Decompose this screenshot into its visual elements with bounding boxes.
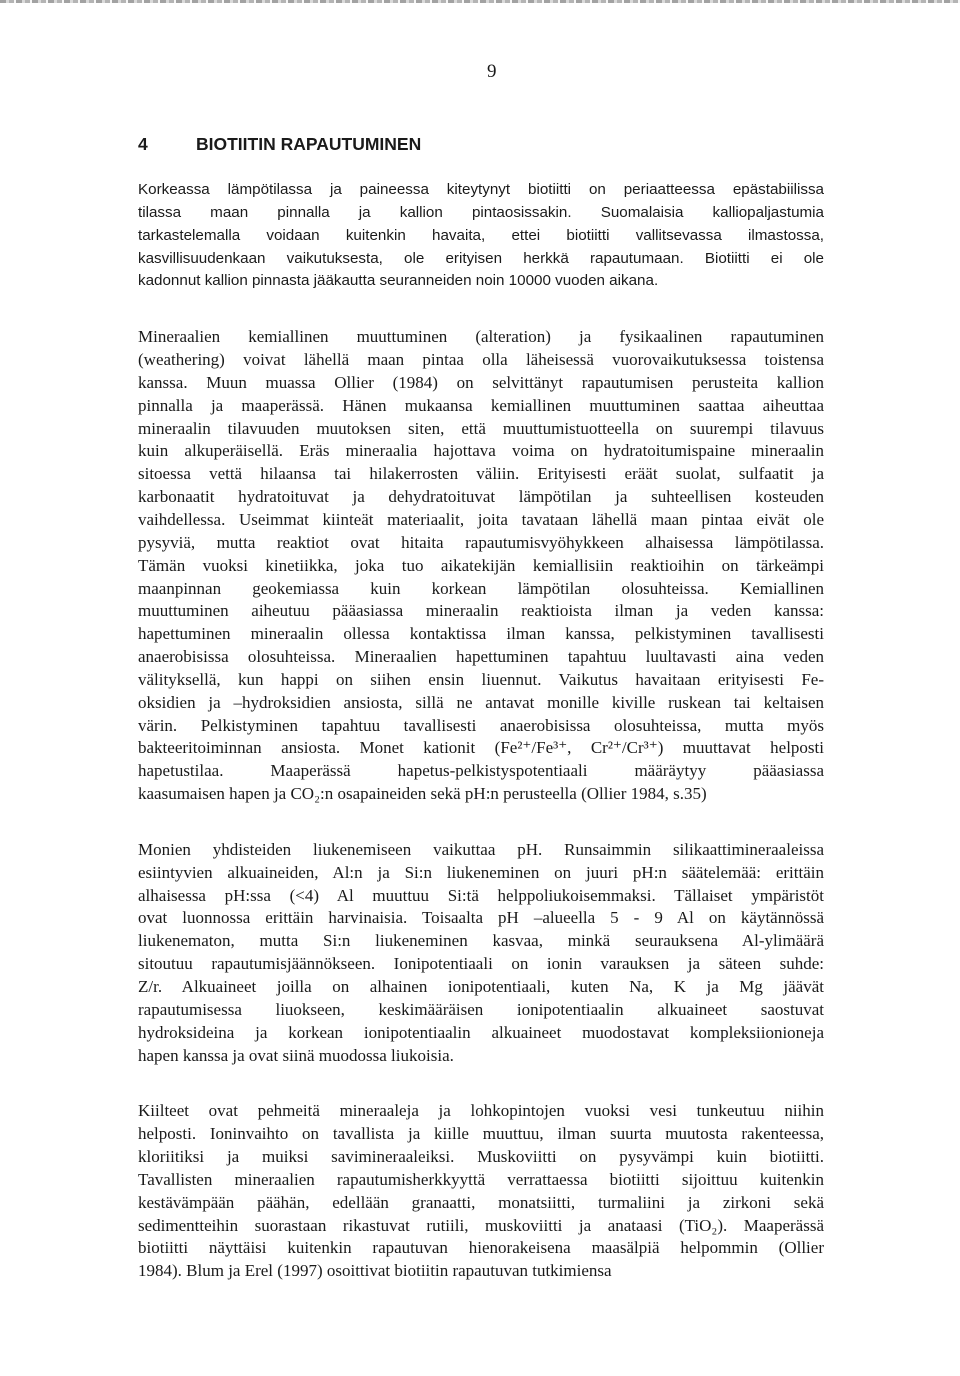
text-line: Z/r. Alkuaineet joilla on alhainen ionipotentiaali, kuten Na, K ja Mg jäävät [138, 977, 824, 996]
text-line: 1984). Blum ja Erel (1997) osoittivat biotiitin rapautuvan tutkimiensa [138, 1261, 612, 1281]
text-line: oksidien ja –hydroksidien ansiosta, sillä ne antavat monille kiville ruskean tai keltaisen [138, 692, 824, 712]
text-line: tarkastelemalla voidaan kuitenkin havaita, ettei biotiitti vallitsevassa ilmastossa, [138, 226, 824, 244]
section-heading [138, 132, 838, 156]
text-line: Tavallisten mineraalien rapautumisherkkyyttä verrattaessa biotiitti sijoittuu kuitenkin [138, 1169, 824, 1189]
text-line: biotiitti näyttäisi kuitenkin rapautuvan hienorakeisena maasälpiä helpommin (Ollier [138, 1238, 824, 1258]
text-line: hydroksideina ja korkean ionipotentiaalin alkuaineet muodostavat kompleksiionioneja [138, 1022, 824, 1042]
text-line: mineraalin tilavuuden muutoksen siten, että muuttumistuotteella on suurempi tilavuus [138, 418, 824, 438]
text-line: karbonaatit hydratoituvat ja dehydratoituvat lämpötilan ja suhteellisen kosteuden [138, 487, 824, 507]
text-line: välityksellä, kun happi on siihen ensin liuennut. Vaikutus havaitaan erityisesti Fe- [138, 669, 824, 689]
text-line: kestävämpään päähän, edellään granaatti, monatsiitti, turmaliini ja zirkoni sekä [138, 1192, 824, 1212]
text-line: Tämän vuoksi kinetiikka, joka tuo aikatekijän kemiallisiin reaktioihin on tärkeämpi [138, 555, 824, 575]
text-line: liukenematon, mutta Si:n liukeneminen kasvaa, minkä seurauksena Al-ylimäärä [138, 931, 824, 951]
body-text [138, 179, 824, 1316]
text-line: pinnalla ja maaperässä. Hänen mukaansa kemiallinen muuttuminen saattaa aiheuttaa [138, 395, 824, 415]
text-line: värin. Pelkistyminen tapahtuu tavallisesti anaerobisissa olosuhteissa, mutta myös [138, 715, 824, 735]
text-line: (weathering) voivat lähellä maan pintaa olla läheisessä vuorovaikutuksessa toistensa [138, 350, 824, 370]
text-line: rapautumisessa liuokseen, keskimääräisen ionipotentiaalin alkuaineet saostuvat [138, 999, 824, 1019]
text-line: muuttuminen aiheutuu pääasiassa mineraalin reaktioista ilman ja veden kanssa: [138, 601, 824, 621]
text-line: kasvillisuudenkaan vaikutuksesta, ole erityisen herkkä rapautumaan. Biotiitti ei ole [138, 249, 824, 267]
text-line: kuin alkuperäisellä. Eräs mineraalia hajottava voima on hydratoitumispaine mineraalin [138, 441, 824, 461]
text-line: helposti. Ioninvaihto on tavallista ja kiille muuttuu, ilman suurta muutosta rakenteessa, [138, 1124, 824, 1144]
text-line: sitoessa vettä hilaansa tai hilakerrosten väliin. Erityisesti eräät suolat, sulfaatit ja [138, 464, 824, 484]
text-line: hapettuminen mineraalin ollessa kontaktissa ilman kanssa, pelkistyminen tavallisesti [138, 624, 824, 644]
text-line: kloriitiksi ja muiksi savimineraaleiksi. Muskoviitti on pysyvämpi kuin biotiitti. [138, 1147, 824, 1167]
text-line: kanssa. Muun muassa Ollier (1984) on selvittänyt rapautumisen perusteita kallion [138, 372, 824, 392]
paragraph [138, 839, 824, 1067]
text-line: Kiilteet ovat pehmeitä mineraaleja ja lohkopintojen vuoksi vesi tunkeutuu niihin [138, 1101, 824, 1121]
text-line: maanpinnan geokemiassa kuin korkean lämpötilan olosuhteissa. Kemiallinen [138, 578, 824, 598]
text-line: pysyviä, mutta reaktiot ovat hitaita rapautumisvyöhykkeen alhaisessa lämpötilassa. [138, 532, 824, 552]
page-number: 9 [487, 61, 497, 82]
paragraph [138, 179, 824, 293]
section-title: BIOTIITIN RAPAUTUMINEN [196, 134, 422, 154]
paragraph [138, 1100, 824, 1283]
paragraph [138, 326, 824, 806]
section-number: 4 [138, 134, 148, 154]
text-line: tilassa maan pinnalla ja kallion pintaosissakin. Suomalaisia kalliopaljastumia [138, 203, 824, 221]
text-line: vaihdellessa. Useimmat kiinteät materiaalit, joita tavataan lähellä maan pintaa eivät ole [138, 509, 824, 529]
text-line: ovat luonnossa erittäin harvinaisia. Toisaalta pH –alueella 5 - 9 Al on käytännössä [138, 908, 824, 928]
text-line: Mineraalien kemiallinen muuttuminen (alteration) ja fysikaalinen rapautuminen [138, 327, 824, 347]
text-line: sedimentteihin suorastaan rikastuvat rutiili, muskoviitti ja anataasi (TiO₂). Maaperässä [138, 1215, 824, 1235]
text-line: sitoutuu rapautumisjäännökseen. Ionipotentiaali on ionin varauksen ja säteen suhde: [138, 954, 824, 974]
text-line: kadonnut kallion pinnasta jääkautta seuranneiden noin 10000 vuoden aikana. [138, 272, 659, 290]
text-line: hapen kanssa ja ovat siinä muodossa liukoisia. [138, 1045, 454, 1065]
text-line: anaerobisissa olosuhteissa. Mineraalien hapettuminen tapahtuu luultavasti aina veden [138, 647, 824, 667]
scan-edge-artifact [0, 0, 960, 3]
text-line: alhaisessa pH:ssa (<4) Al muuttuu Si:tä helppoliukoisemmaksi. Tällaiset ympäristöt [138, 885, 824, 905]
text-line: bakteeritoiminnan ansiosta. Monet kationit (Fe²⁺/Fe³⁺, Cr²⁺/Cr³⁺) muuttavat helposti [138, 738, 824, 758]
text-line: hapetustilaa. Maaperässä hapetus-pelkistyspotentiaali määräytyy pääasiassa [138, 761, 824, 781]
text-line: Korkeassa lämpötilassa ja paineessa kiteytynyt biotiitti on periaatteessa epästabiilissa [138, 181, 824, 198]
text-line: Monien yhdisteiden liukenemiseen vaikuttaa pH. Runsaimmin silikaattimineraaleissa [138, 839, 824, 859]
text-line: esiintyvien alkuaineiden, Al:n ja Si:n liukeneminen on juuri pH:n säätelemää: erittäin [138, 862, 824, 882]
text-line: kaasumaisen hapen ja CO₂:n osapaineiden sekä pH:n perusteella (Ollier 1984, s.35) [138, 784, 707, 804]
